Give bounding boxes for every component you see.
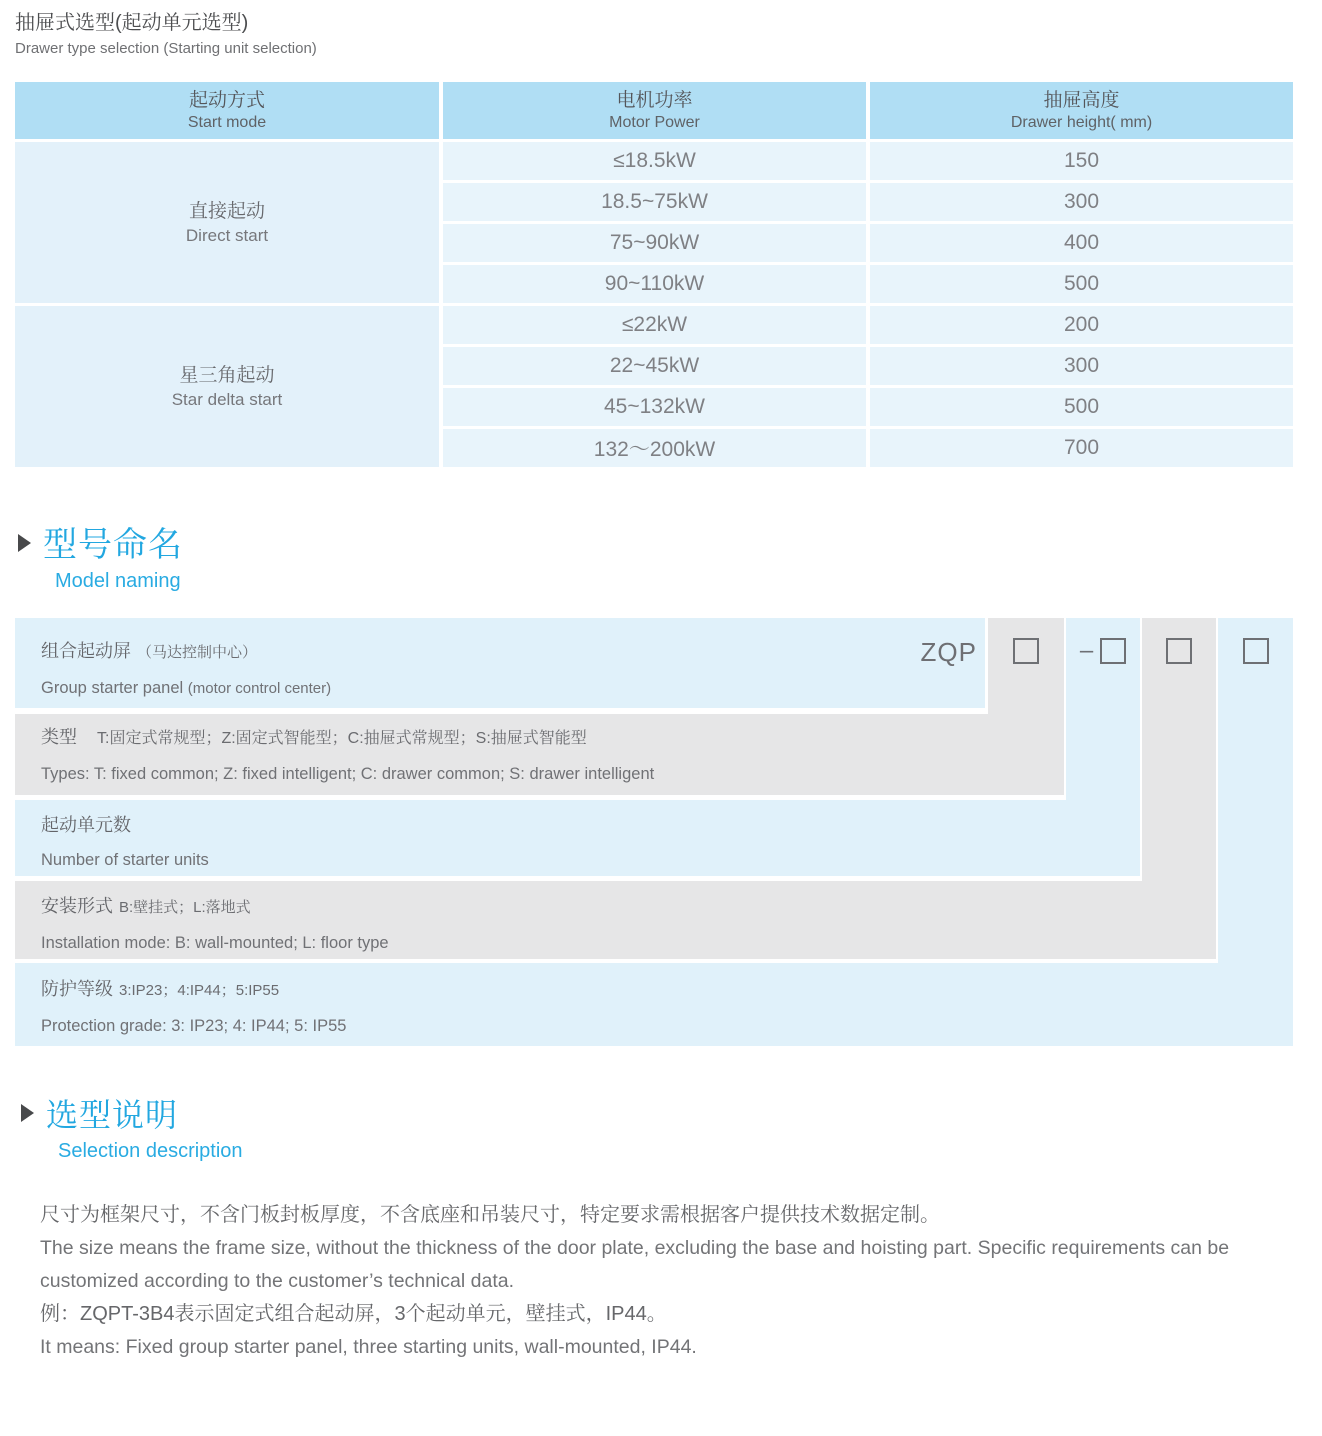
header-en: Drawer height( mm) <box>1010 113 1153 131</box>
row-zh-sub: B:壁挂式；L:落地式 <box>119 899 251 916</box>
table-cell-height: 200 <box>870 306 1293 344</box>
header-en: Motor Power <box>609 113 700 131</box>
code-slot-3 <box>1142 639 1216 663</box>
table-cell-power: 45~132kW <box>443 388 866 426</box>
ladder-column-units <box>1066 618 1140 876</box>
row-en: Number of starter units <box>41 851 209 869</box>
header-en: Start mode <box>187 113 267 131</box>
section-model-naming-heading <box>15 524 183 594</box>
table-cell-power: ≤18.5kW <box>443 142 866 180</box>
mode-en: Direct start <box>185 225 269 245</box>
table-cell-height: 300 <box>870 183 1293 221</box>
row-zh-main: 组合起动屏 <box>41 641 131 661</box>
section-heading-row <box>18 1094 243 1136</box>
table-cell-height: 400 <box>870 224 1293 262</box>
row-zh-sub: （马达控制中心） <box>137 644 258 661</box>
table-cell-power: 75~90kW <box>443 224 866 262</box>
row-zh <box>41 976 1293 1004</box>
desc-paragraph-zh: 尺寸为框架尺寸，不含门板封板厚度，不含底座和吊装尺寸，特定要求需根据客户提供技术数据定制。 <box>40 1204 940 1226</box>
row-en-sub: (motor control center) <box>187 680 332 697</box>
desc-paragraph-en: The size means the frame size, without the thickness of the door plate, excluding the base and hoisting part. Specific requirements can be customized according to the customer’s technical data. <box>40 1237 1230 1292</box>
ladder-row-installation-mode <box>15 881 1215 959</box>
section-title-zh: 型号命名 <box>43 526 183 564</box>
code-separator: – <box>1079 637 1094 664</box>
selection-table <box>15 82 1293 467</box>
ladder-column-protection <box>1218 618 1293 1046</box>
code-slot-1 <box>988 639 1064 663</box>
doc-title-zh: 抽屉式选型(起动单元选型) <box>15 12 249 34</box>
table-cell-power: 132～200kW <box>443 429 866 467</box>
table-header-motor-power <box>443 82 866 139</box>
row-zh-main: 安装形式 <box>41 896 113 916</box>
triangle-bullet-icon <box>18 534 31 552</box>
doc-title <box>15 10 317 60</box>
table-cell-start-mode-star-delta <box>15 306 439 467</box>
desc-example-zh: 例：ZQPT-3B4表示固定式组合起动屏，3个起动单元，壁挂式，IP44。 <box>40 1303 667 1325</box>
mode-zh: 直接起动 <box>188 200 265 222</box>
section-title-en: Selection description <box>58 1140 243 1162</box>
row-zh <box>41 812 1140 838</box>
row-en: Types: T: fixed common; Z: fixed intelligent; C: drawer common; S: drawer intelligent <box>41 765 655 783</box>
table-cell-height: 150 <box>870 142 1293 180</box>
row-zh-main: 防护等级 <box>41 979 113 999</box>
row-en: Protection grade: 3: IP23; 4: IP44; 5: IP55 <box>41 1017 347 1035</box>
section-heading-row <box>15 524 183 566</box>
desc-example-en: It means: Fixed group starter panel, three starting units, wall-mounted, IP44. <box>40 1336 697 1358</box>
code-slot-4 <box>1218 639 1293 663</box>
table-cell-power: 18.5~75kW <box>443 183 866 221</box>
model-naming-ladder <box>15 618 1293 1046</box>
row-zh-main: 类型 <box>41 727 77 747</box>
section-title-en: Model naming <box>55 570 181 592</box>
mode-zh: 星三角起动 <box>179 364 275 386</box>
model-code-prefix: ZQP <box>920 637 977 667</box>
row-zh <box>41 724 1064 752</box>
table-cell-power: 90~110kW <box>443 265 866 303</box>
row-zh <box>41 638 985 666</box>
row-zh-sub: 3:IP23；4:IP44；5:IP55 <box>119 982 280 999</box>
selection-description-body <box>40 1199 1296 1364</box>
section-selection-description-heading <box>18 1094 243 1164</box>
table-cell-start-mode-direct <box>15 142 439 303</box>
table-cell-height: 300 <box>870 347 1293 385</box>
model-code-box <box>1166 638 1192 664</box>
row-zh-sub: T:固定式常规型；Z:固定式智能型；C:抽屉式常规型；S:抽屉式智能型 <box>97 730 587 747</box>
ladder-column-type <box>988 618 1064 795</box>
ladder-row-group-starter-panel <box>15 618 985 708</box>
triangle-bullet-icon <box>21 1104 34 1122</box>
ladder-row-protection-grade <box>15 963 1293 1046</box>
row-en <box>41 677 985 700</box>
table-header-start-mode <box>15 82 439 139</box>
table-cell-power: ≤22kW <box>443 306 866 344</box>
table-cell-height: 700 <box>870 429 1293 467</box>
table-header-drawer-height <box>870 82 1293 139</box>
header-zh: 起动方式 <box>188 89 265 111</box>
section-title-zh: 选型说明 <box>46 1097 179 1133</box>
table-cell-height: 500 <box>870 388 1293 426</box>
header-zh: 抽屉高度 <box>1043 89 1120 111</box>
model-code-box <box>1243 638 1269 664</box>
table-cell-power: 22~45kW <box>443 347 866 385</box>
row-en: Installation mode: B: wall-mounted; L: floor type <box>41 934 389 952</box>
row-zh <box>41 893 1215 921</box>
header-zh: 电机功率 <box>616 89 693 111</box>
ladder-column-installation <box>1142 618 1216 959</box>
doc-title-en: Drawer type selection (Starting unit selection) <box>15 40 317 57</box>
row-en-main: Group starter panel <box>41 679 184 697</box>
ladder-row-types <box>15 714 1064 795</box>
table-cell-height: 500 <box>870 265 1293 303</box>
row-zh-main: 起动单元数 <box>41 815 131 835</box>
ladder-row-starter-units <box>15 800 1140 876</box>
model-code-box <box>1013 638 1039 664</box>
code-slot-2 <box>1066 639 1140 663</box>
model-code-box <box>1100 638 1126 664</box>
mode-en: Star delta start <box>171 389 283 409</box>
